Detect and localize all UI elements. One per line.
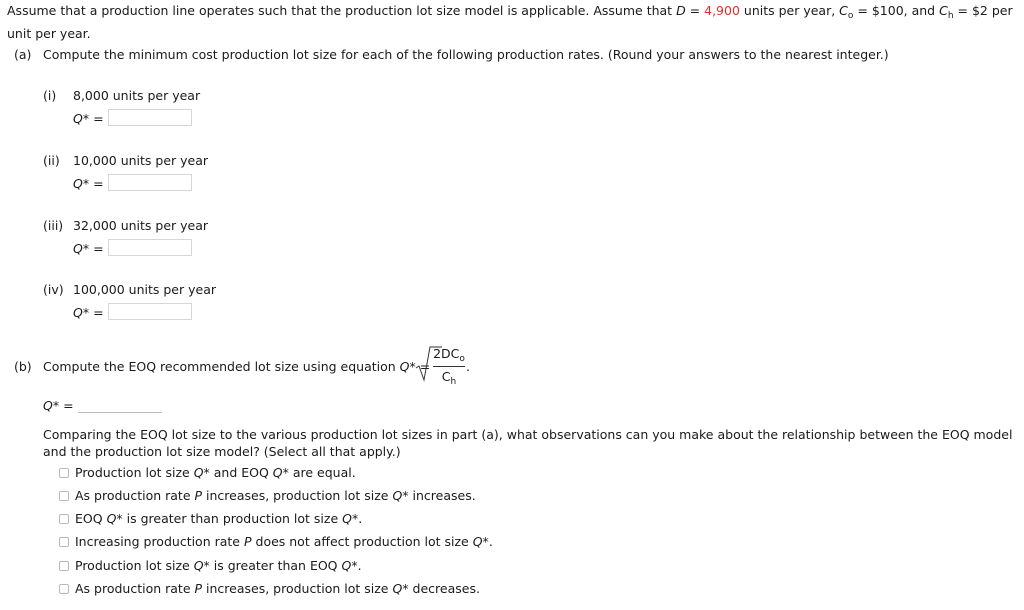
part-b-label: (b) bbox=[14, 359, 32, 374]
problem-statement: Assume that a production line operates such that the production lot size model is applicable. Assume that D = 4,900 units per year, $C_o$ = $100, and $C_h$ = $2 per unit per year. bbox=[7, 3, 1013, 41]
option-5-checkbox[interactable] bbox=[59, 561, 69, 571]
item-i-rate: 8,000 units per year bbox=[73, 88, 201, 103]
fraction-bar bbox=[433, 366, 465, 367]
part-b-prompt: Compute the EOQ recommended lot size using equation Q* = bbox=[43, 359, 431, 374]
option-1-label[interactable]: Production lot size Q* and EOQ Q* are equal. bbox=[75, 465, 356, 480]
observation-question: Comparing the EOQ lot size to the various production lot sizes in part (a), what observations can you make about the relationship between the EOQ model and the production lot size model? (Select all that apply.) bbox=[43, 427, 1013, 459]
item-iii-number: (iii) bbox=[43, 218, 64, 233]
part-a-prompt: Compute the minimum cost production lot size for each of the following production rates. (Round your answers to the nearest integer.) bbox=[43, 47, 889, 62]
formula-numerator: $2DC_o$ bbox=[433, 346, 465, 364]
item-iv-number: (iv) bbox=[43, 282, 64, 297]
item-i-q-label: Q* = bbox=[73, 111, 104, 126]
option-2-checkbox[interactable] bbox=[59, 491, 69, 501]
eoq-answer-input[interactable] bbox=[78, 396, 162, 413]
item-iii-q-label: Q* = bbox=[73, 241, 104, 256]
item-iv-q-label: Q* = bbox=[73, 305, 104, 320]
formula-denominator: $C_h$ bbox=[441, 369, 457, 387]
item-iv-rate: 100,000 units per year bbox=[73, 282, 216, 297]
option-4-checkbox[interactable] bbox=[59, 537, 69, 547]
item-i-number: (i) bbox=[43, 88, 57, 103]
item-iii-answer-input[interactable] bbox=[108, 239, 192, 256]
part-a-label: (a) bbox=[14, 47, 32, 62]
item-ii-q-label: Q* = bbox=[73, 176, 104, 191]
option-3-label[interactable]: EOQ Q* is greater than production lot size Q*. bbox=[75, 511, 363, 526]
item-iii-rate: 32,000 units per year bbox=[73, 218, 209, 233]
option-5-label[interactable]: Production lot size Q* is greater than EOQ Q*. bbox=[75, 558, 362, 573]
item-iv-answer-input[interactable] bbox=[108, 303, 192, 320]
item-i-answer-input[interactable] bbox=[108, 109, 192, 126]
option-4-label[interactable]: Increasing production rate P does not affect production lot size Q*. bbox=[75, 534, 493, 549]
item-ii-number: (ii) bbox=[43, 153, 60, 168]
option-6-label[interactable]: As production rate P increases, production lot size Q* decreases. bbox=[75, 581, 480, 596]
option-1-checkbox[interactable] bbox=[59, 468, 69, 478]
option-3-checkbox[interactable] bbox=[59, 514, 69, 524]
formula-period: . bbox=[466, 359, 470, 374]
option-6-checkbox[interactable] bbox=[59, 584, 69, 594]
eoq-q-label: Q* = bbox=[43, 398, 74, 413]
item-ii-rate: 10,000 units per year bbox=[73, 153, 209, 168]
item-ii-answer-input[interactable] bbox=[108, 174, 192, 191]
option-2-label[interactable]: As production rate P increases, production lot size Q* increases. bbox=[75, 488, 476, 503]
demand-value: 4,900 bbox=[704, 3, 740, 18]
